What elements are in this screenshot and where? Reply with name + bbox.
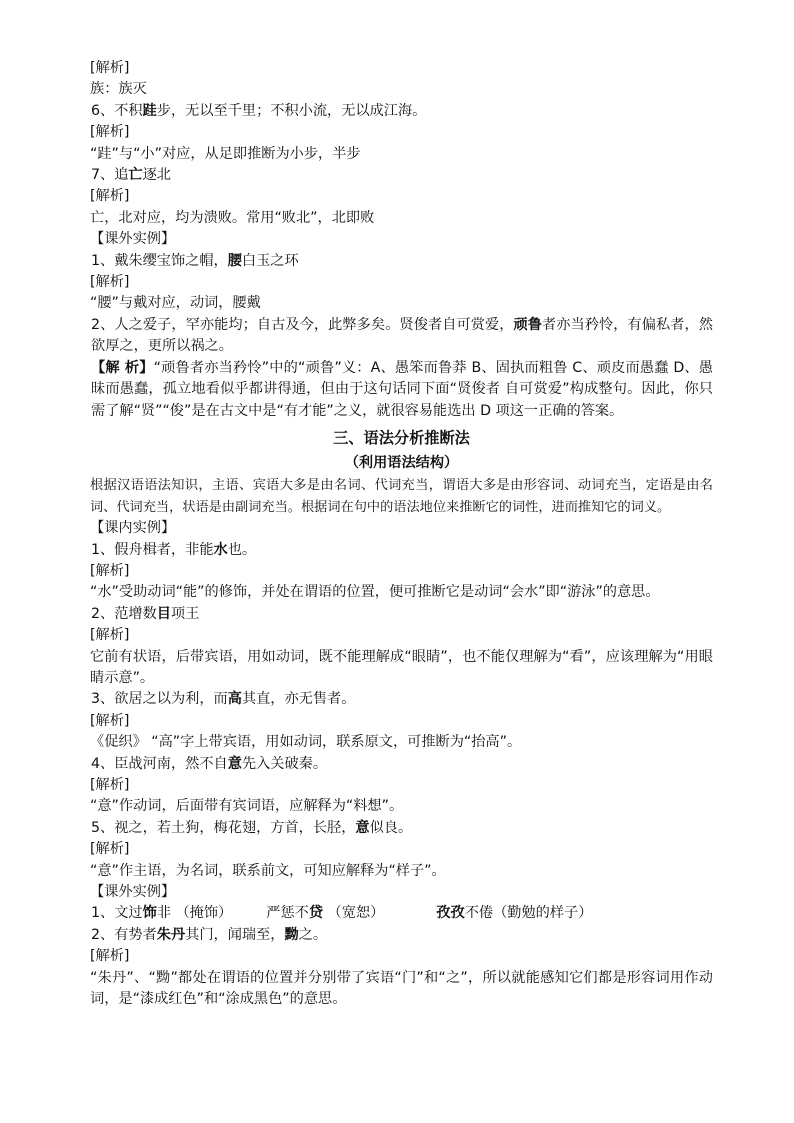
analysis-label: [解析] [90, 627, 130, 644]
intro-paragraph: 根据汉语语法知识，主语、宾语大多是由名词、代词充当，谓语大多是由形容词、动词充当，定语是由名词、代词充当，状语是由副词充当。根据词在句中的语法地位来推断它的词性，进而推知它的词义。 [90, 477, 713, 515]
example-in-5: 5、视之，若土狗，梅花翅，方首，长胫，意似良。 [91, 819, 413, 836]
answer-text: 族：族灭 [90, 81, 147, 98]
example-6: 6、不积跬步，无以至千里；不积小流，无以成江海。 [91, 102, 427, 119]
section-heading: 三、语法分析推断法 [333, 428, 470, 447]
section-subheading: （利用语法结构） [344, 454, 459, 471]
analysis-label: [解析] [90, 124, 130, 141]
analysis-label: [解析] [90, 712, 130, 729]
analysis-text: 亡，北对应，均为溃败。常用“败北”，北即败 [90, 209, 375, 226]
document-page [90, 58, 713, 1010]
idiom-examples: 1、文过饰非 （掩饰） 严惩不贷 （宽恕） 孜孜不倦（勤勉的样子） [91, 905, 593, 922]
analysis-label: [解析] [90, 60, 130, 76]
analysis-label: [解析] [90, 841, 130, 858]
analysis-label: [解析] [90, 188, 130, 205]
example-7: 7、追亡逐北 [91, 167, 171, 184]
analysis-label: [解析] [90, 274, 130, 291]
analysis-label: [解析] [90, 562, 130, 579]
example-extra-1: 1、戴朱缨宝饰之帽，腰白玉之环 [91, 252, 299, 269]
analysis-label: [解析] [90, 776, 130, 793]
section-label-extracurricular-2: 【课外实例】 [90, 884, 176, 900]
section-label-intext: 【课内实例】 [90, 520, 176, 537]
analysis-text: 它前有状语，后带宾语，用如动词，既不能理解成“眼睛”，也不能仅理解为“看”，应该理解为“用眼睛示意”。 [90, 648, 713, 686]
example-in-4: 4、臣战河南，然不自意先入关破秦。 [91, 755, 328, 772]
example-in-3: 3、欲居之以为利，而高其直，亦无售者。 [91, 691, 356, 708]
analysis-label: [解析] [90, 948, 130, 965]
analysis-text: “朱丹”、“黝”都处在谓语的位置并分别带了宾语“门”和“之”，所以就能感知它们都是形容词用作动词，是“漆成红色”和“涂成黑色”的意思。 [90, 969, 713, 1008]
analysis-text: “意”作动词，后面带有宾词语，应解释为“料想”。 [90, 798, 404, 815]
analysis-text: “意”作主语，为名词，联系前文，可知应解释为“样子”。 [90, 862, 446, 879]
analysis-text: “水”受助动词“能”的修饰，并处在谓语的位置，便可推断它是动词“会水”即“游泳”的意思。 [90, 584, 660, 601]
example-in-2: 2、范增数目项王 [91, 605, 200, 622]
analysis-text: “腰”与戴对应，动词，腰戴 [90, 295, 261, 312]
example-extra-2: 2、人之爱子，罕亦能均；自古及今，此弊多矣。贤俊者自可赏爱，顽鲁者亦当矜怜，有偏私者，然欲厚之，更所以祸之。 [91, 316, 713, 355]
analysis-text: “跬”与“小”对应，从足即推断为小步，半步 [90, 145, 361, 162]
section-label-extracurricular: 【课外实例】 [90, 231, 176, 248]
example-in-1: 1、假舟楫者，非能水也。 [91, 541, 257, 558]
analysis-text: 《促织》 “高”字上带宾语，用如动词，联系原文，可推断为“抬高”。 [90, 734, 522, 751]
example-extra-b2: 2、有势者朱丹其门，闻瑞至，黝之。 [91, 926, 328, 943]
analysis-paragraph: 【解 析】“顽鲁者亦当矜怜”中的“顽鲁”义：A、愚笨而鲁莽 B、固执而粗鲁 C、顽皮而愚蠢 D、愚昧而愚蠢，孤立地看似乎都讲得通，但由于这句话同下面“贤俊者 自可赏爱”构成整句。因此，你只需了解“贤”“俊”是在古文中是“有才能”之义，就很容易能选出 D 项这一正确的答案。 [91, 359, 713, 419]
